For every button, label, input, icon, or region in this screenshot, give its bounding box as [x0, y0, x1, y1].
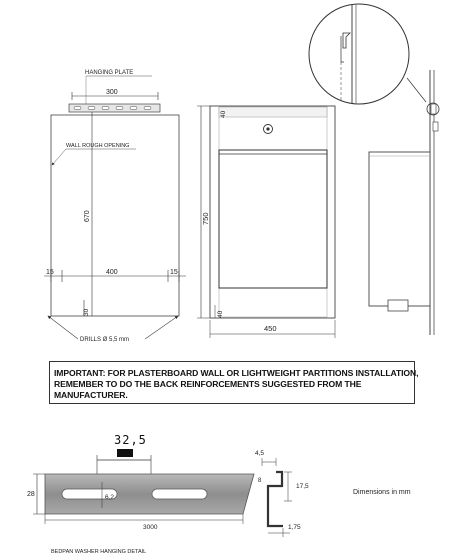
warning-line-2: REMEMBER TO DO THE BACK REINFORCEMENTS SUGGESTED FROM THE [54, 379, 362, 389]
rail-caption: BEDPAN WASHER HANGING DETAIL [51, 549, 147, 555]
profile-top-width: 4,5 [255, 450, 265, 457]
rail-slot-right [152, 489, 207, 499]
dimension-marker [117, 449, 133, 457]
profile-detail [255, 450, 309, 537]
cabinet-width: 450 [264, 324, 277, 333]
side-offset-left: 15 [46, 269, 54, 276]
profile-inner: 8 [258, 478, 262, 484]
warning-line-3: MANUFACTURER. [54, 390, 128, 400]
installation-warning-note [49, 361, 419, 404]
opening-width: 400 [106, 269, 118, 276]
cabinet-side-body [369, 152, 430, 306]
drain-outlet [388, 300, 408, 311]
hanging-plate-label: HANGING PLATE [85, 70, 134, 76]
drill-arrow-left [48, 316, 78, 339]
detail-magnifier [309, 4, 409, 104]
profile-thickness: 1,75 [288, 524, 301, 531]
opening-height: 670 [84, 210, 91, 222]
rail-detail [27, 433, 254, 555]
warning-line-1: IMPORTANT: FOR PLASTERBOARD WALL OR LIGHTWEIGHT PARTITIONS INSTALLATION, [54, 368, 419, 378]
detail-leader [407, 78, 426, 102]
hanging-plate-width: 300 [106, 89, 118, 96]
cabinet-top-offset: 40 [220, 110, 227, 118]
rail-length: 3000 [143, 524, 158, 531]
cabinet-top-rail [219, 107, 327, 117]
cabinet-side-view [309, 4, 439, 335]
slot-spacing: 32,5 [114, 433, 147, 447]
bottom-offset: 30 [83, 308, 90, 316]
rail-height: 28 [27, 491, 35, 498]
slot-height: 6,2 [105, 494, 115, 501]
profile-depth: 17,5 [296, 483, 309, 490]
wall-opening-label: WALL ROUGH OPENING [66, 143, 130, 149]
drills-label: DRILLS Ø 5,5 mm [80, 337, 130, 343]
side-offset-right: 15 [170, 269, 178, 276]
cabinet-bottom-offset: 40 [217, 310, 224, 318]
wall-opening-view [44, 70, 186, 343]
units-label: Dimensions in mm [353, 489, 411, 496]
cabinet-front-view [197, 106, 335, 338]
drill-arrow-right [145, 316, 178, 339]
rail-profile [268, 472, 283, 526]
cabinet-height: 750 [201, 212, 210, 225]
cabinet-door [219, 150, 327, 288]
